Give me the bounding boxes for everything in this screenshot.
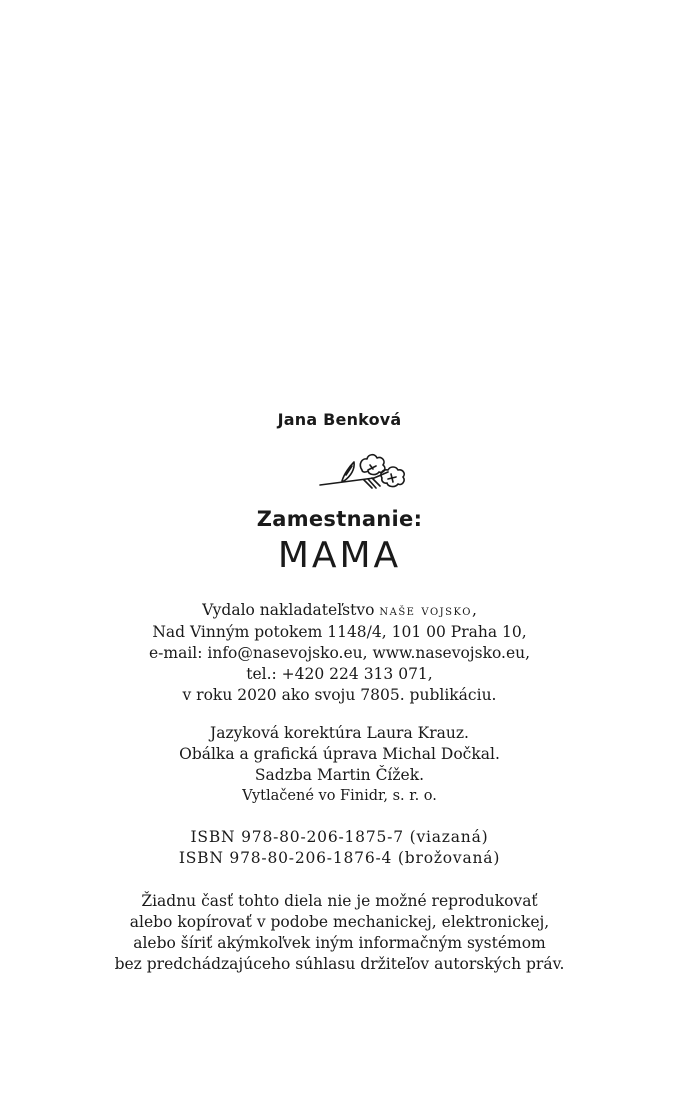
book-title-line2: MAMA: [277, 535, 402, 576]
rights-line: Žiadnu časť tohto diela nie je možné reprodukovať: [141, 892, 538, 910]
book-title-line1: Zamestnanie:: [256, 507, 423, 531]
credit-cover-design: Obálka a grafická úprava Michal Dočkal.: [179, 745, 500, 763]
credits: [0, 723, 679, 807]
rights-line: bez predchádzajúceho súhlasu držiteľov autorských práv.: [114, 955, 565, 973]
isbn-hardcover: ISBN 978-80-206-1875-7 (viazaná): [190, 828, 489, 846]
publisher-suffix: ,: [471, 601, 477, 619]
isbn-paperback: ISBN 978-80-206-1876-4 (brožovaná): [178, 849, 501, 867]
publisher-email-web: e-mail: info@nasevojsko.eu, www.nasevojsko.eu,: [148, 644, 531, 662]
rights-line: alebo kopírovať v podobe mechanickej, elektronickej,: [129, 913, 550, 931]
publisher-name: naše vojsko: [379, 603, 472, 619]
publisher-phone: tel.: +420 224 313 071,: [246, 665, 433, 683]
copyright-notice: [0, 891, 679, 975]
publication-year-line: v roku 2020 ako svoju 7805. publikáciu.: [182, 686, 497, 704]
credit-typesetting: Sadzba Martin Čížek.: [254, 766, 425, 784]
publisher-imprint: [0, 600, 679, 706]
rights-line: alebo šíriť akýmkoľvek iným informačným systémom: [133, 934, 546, 952]
publisher-address: Nad Vinným potokem 1148/4, 101 00 Praha 10,: [152, 623, 527, 641]
flower-sprig-icon: [318, 450, 410, 492]
publisher-prefix: Vydalo nakladateľstvo: [202, 601, 380, 619]
isbn-block: [0, 827, 679, 869]
credit-printing: Vytlačené vo Finidr, s. r. o.: [242, 788, 437, 804]
publisher-line: [0, 600, 679, 622]
credit-proofreading: Jazyková korektúra Laura Krauz.: [210, 724, 469, 742]
author-name: Jana Benková: [277, 410, 402, 429]
